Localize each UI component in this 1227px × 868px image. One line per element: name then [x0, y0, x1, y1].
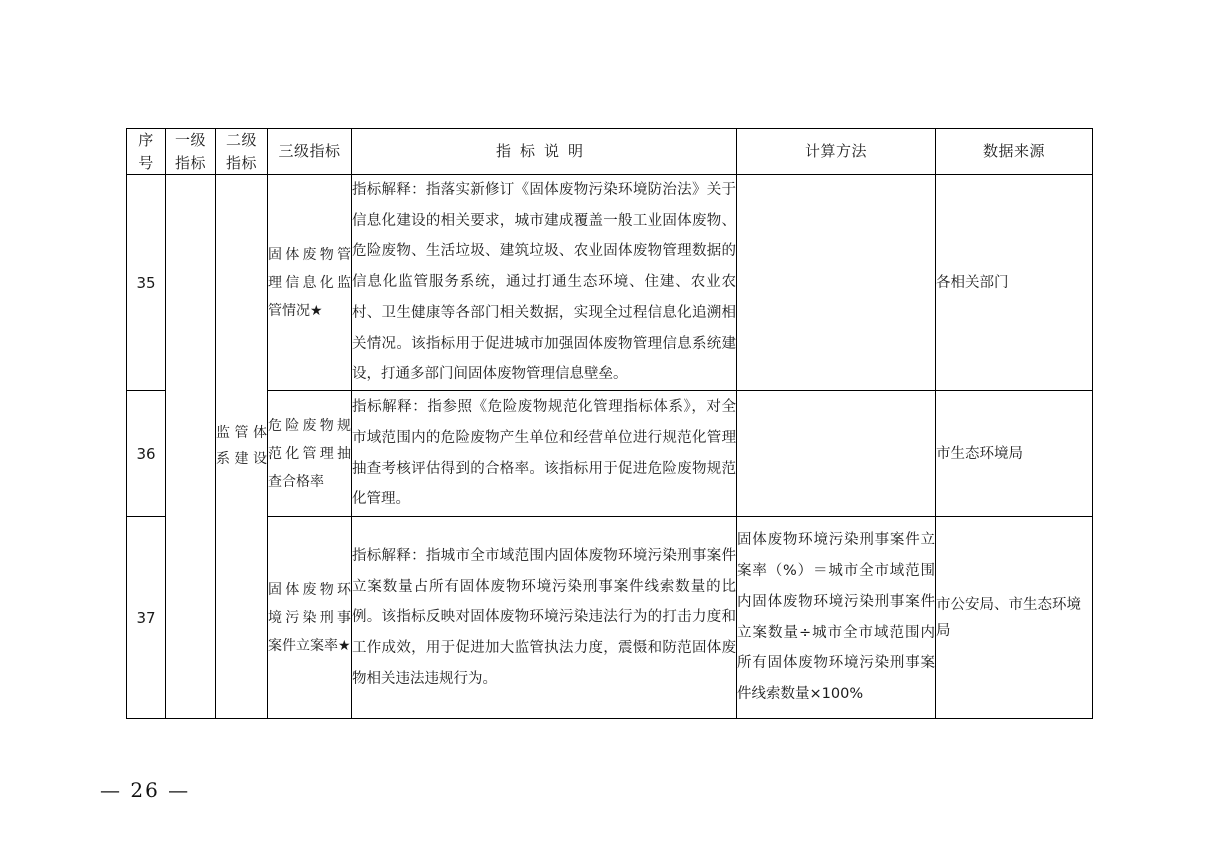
row-source-37: 市公安局、市生态环境局 [936, 517, 1093, 719]
row-level3-35 [268, 175, 352, 391]
page-number: — 26 — [100, 778, 191, 802]
column-header-seq-line1: 序 [138, 131, 154, 149]
row-source-35: 各相关部门 [936, 175, 1093, 391]
column-header-description: 指标说明 [352, 129, 737, 175]
table-body [127, 175, 1093, 719]
row-level2-label: 监管体系建设 [216, 424, 267, 467]
row-description-37: 指标解释：指城市全市域范围内固体废物环境污染刑事案件立案数量占所有固体废物环境污染刑事案件线索数量的比例。该指标反映对固体废物环境污染违法行为的打击力度和工作成效，用于促进加大监管执法力度，震慑和防范固体废物相关违法违规行为。 [352, 517, 737, 719]
row-seq-35: 35 [127, 175, 166, 391]
table-row [127, 391, 1093, 517]
indicator-table [126, 128, 1093, 719]
row-calculation-37: 固体废物环境污染刑事案件立案率（%）＝城市全市域范围内固体废物环境污染刑事案件立案数量÷城市全市域范围内所有固体废物环境污染刑事案件线索数量×100% [737, 517, 936, 719]
column-header-level2 [216, 129, 268, 175]
table-header [127, 129, 1093, 175]
column-header-level1-line2: 指标 [174, 153, 206, 172]
table-row [127, 175, 1093, 391]
row-description-35: 指标解释：指落实新修订《固体废物污染环境防治法》关于信息化建设的相关要求，城市建成覆盖一般工业固体废物、危险废物、生活垃圾、建筑垃圾、农业固体废物管理数据的信息化监管服务系统，通过打通生态环境、住建、农业农村、卫生健康等各部门相关数据，实现全过程信息化追溯相关情况。该指标用于促进城市加强固体废物管理信息系统建设，打通多部门间固体废物管理信息壁垒。 [352, 175, 737, 391]
column-header-level1-line1: 一级 [174, 131, 206, 149]
column-header-source: 数据来源 [936, 129, 1093, 175]
column-header-seq-line2: 号 [138, 153, 154, 172]
row-level3-label-37: 固体废物环境污染刑事案件立案率★ [268, 581, 351, 654]
row-level1-merged [166, 175, 216, 719]
column-header-level2-line1: 二级 [225, 131, 257, 149]
row-description-36: 指标解释：指参照《危险废物规范化管理指标体系》，对全市域范围内的危险废物产生单位和经营单位进行规范化管理抽查考核评估得到的合格率。该指标用于促进危险废物规范化管理。 [352, 391, 737, 517]
row-calculation-35 [737, 175, 936, 391]
row-seq-37: 37 [127, 517, 166, 719]
column-header-seq [127, 129, 166, 175]
row-level3-36 [268, 391, 352, 517]
row-source-36: 市生态环境局 [936, 391, 1093, 517]
row-seq-36: 36 [127, 391, 166, 517]
column-header-calculation: 计算方法 [737, 129, 936, 175]
column-header-level1 [166, 129, 216, 175]
row-level2-merged [216, 175, 268, 719]
indicator-table-container [126, 128, 1092, 719]
row-calculation-36 [737, 391, 936, 517]
row-level3-label-36: 危险废物规范化管理抽查合格率 [268, 417, 351, 490]
row-level3-label-35: 固体废物管理信息化监管情况★ [268, 246, 351, 319]
table-header-row [127, 129, 1093, 175]
column-header-level3: 三级指标 [268, 129, 352, 175]
row-level3-37 [268, 517, 352, 719]
table-row [127, 517, 1093, 719]
column-header-level2-line2: 指标 [225, 153, 257, 172]
